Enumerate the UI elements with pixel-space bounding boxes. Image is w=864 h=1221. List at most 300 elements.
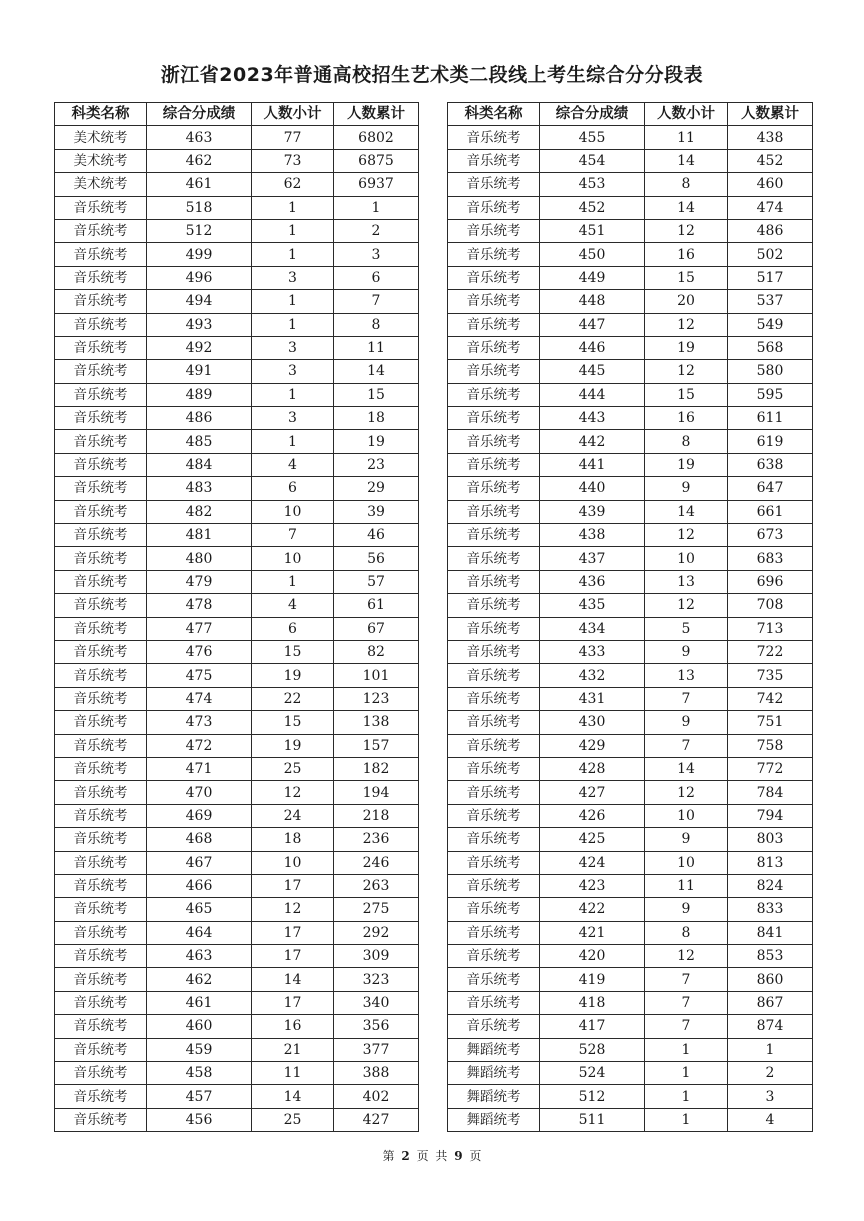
category-cell: 音乐统考	[55, 453, 147, 476]
category-cell: 音乐统考	[448, 547, 540, 570]
count-cell: 12	[645, 594, 728, 617]
table-row	[448, 664, 813, 687]
score-cell: 512	[147, 219, 252, 242]
count-cell: 10	[645, 547, 728, 570]
table-row	[55, 336, 419, 359]
category-cell: 音乐统考	[55, 664, 147, 687]
count-cell: 19	[252, 664, 334, 687]
cumulative-cell: 246	[334, 851, 419, 874]
cumulative-cell: 194	[334, 781, 419, 804]
category-cell: 音乐统考	[55, 851, 147, 874]
table-row	[55, 687, 419, 710]
category-cell: 音乐统考	[448, 734, 540, 757]
table-row	[448, 1015, 813, 1038]
table-row	[448, 570, 813, 593]
cumulative-cell: 101	[334, 664, 419, 687]
cumulative-cell: 486	[728, 219, 813, 242]
score-cell: 457	[147, 1085, 252, 1108]
score-cell: 461	[147, 991, 252, 1014]
category-cell: 音乐统考	[448, 851, 540, 874]
cumulative-cell: 833	[728, 898, 813, 921]
count-cell: 7	[645, 1015, 728, 1038]
count-cell: 14	[645, 149, 728, 172]
cumulative-cell: 517	[728, 266, 813, 289]
table-row	[448, 336, 813, 359]
score-cell: 445	[540, 360, 645, 383]
table-row	[448, 757, 813, 780]
page-footer	[0, 1147, 864, 1164]
score-cell: 484	[147, 453, 252, 476]
cumulative-cell: 39	[334, 500, 419, 523]
cumulative-cell: 722	[728, 640, 813, 663]
table-row	[55, 828, 419, 851]
count-cell: 1	[645, 1062, 728, 1085]
table-row	[448, 1108, 813, 1131]
count-cell: 20	[645, 290, 728, 313]
cumulative-cell: 388	[334, 1062, 419, 1085]
cumulative-cell: 638	[728, 453, 813, 476]
category-cell: 音乐统考	[448, 383, 540, 406]
cumulative-cell: 4	[728, 1108, 813, 1131]
score-cell: 462	[147, 149, 252, 172]
table-row	[448, 149, 813, 172]
cumulative-cell: 735	[728, 664, 813, 687]
score-cell: 437	[540, 547, 645, 570]
table-row	[448, 828, 813, 851]
cumulative-cell: 537	[728, 290, 813, 313]
table-row	[448, 407, 813, 430]
category-cell: 舞蹈统考	[448, 1108, 540, 1131]
cumulative-cell: 784	[728, 781, 813, 804]
category-cell: 音乐统考	[448, 500, 540, 523]
count-cell: 5	[645, 617, 728, 640]
table-header-row	[448, 103, 813, 126]
category-cell: 音乐统考	[448, 219, 540, 242]
page-title: 浙江省2023年普通高校招生艺术类二段线上考生综合分分段表	[160, 64, 704, 86]
table-row	[55, 219, 419, 242]
cumulative-cell: 1	[728, 1038, 813, 1061]
score-cell: 427	[540, 781, 645, 804]
table-row	[55, 804, 419, 827]
cumulative-cell: 46	[334, 524, 419, 547]
score-cell: 471	[147, 757, 252, 780]
cumulative-cell: 402	[334, 1085, 419, 1108]
cumulative-cell: 803	[728, 828, 813, 851]
table-row	[55, 126, 419, 149]
count-cell: 24	[252, 804, 334, 827]
cumulative-cell: 751	[728, 711, 813, 734]
cumulative-cell: 56	[334, 547, 419, 570]
cumulative-cell: 758	[728, 734, 813, 757]
cumulative-cell: 6875	[334, 149, 419, 172]
cumulative-cell: 7	[334, 290, 419, 313]
count-cell: 21	[252, 1038, 334, 1061]
count-cell: 10	[252, 851, 334, 874]
table-row	[448, 1085, 813, 1108]
category-cell: 音乐统考	[448, 968, 540, 991]
category-cell: 音乐统考	[55, 1062, 147, 1085]
table-row	[55, 383, 419, 406]
category-cell: 音乐统考	[55, 219, 147, 242]
score-cell: 496	[147, 266, 252, 289]
header-category: 科类名称	[55, 103, 147, 126]
cumulative-cell: 438	[728, 126, 813, 149]
count-cell: 14	[252, 968, 334, 991]
count-cell: 62	[252, 173, 334, 196]
count-cell: 6	[252, 477, 334, 500]
category-cell: 音乐统考	[55, 430, 147, 453]
cumulative-cell: 696	[728, 570, 813, 593]
footer-suffix: 页	[469, 1149, 482, 1163]
table-row	[55, 1062, 419, 1085]
count-cell: 3	[252, 266, 334, 289]
count-cell: 1	[252, 219, 334, 242]
count-cell: 9	[645, 828, 728, 851]
table-row	[55, 524, 419, 547]
cumulative-cell: 3	[728, 1085, 813, 1108]
score-cell: 442	[540, 430, 645, 453]
category-cell: 音乐统考	[55, 383, 147, 406]
category-cell: 音乐统考	[55, 687, 147, 710]
cumulative-cell: 23	[334, 453, 419, 476]
score-cell: 425	[540, 828, 645, 851]
table-row	[448, 968, 813, 991]
table-row	[448, 594, 813, 617]
table-row	[55, 547, 419, 570]
category-cell: 音乐统考	[55, 640, 147, 663]
header-count: 人数小计	[252, 103, 334, 126]
count-cell: 1	[252, 313, 334, 336]
score-cell: 475	[147, 664, 252, 687]
count-cell: 7	[645, 991, 728, 1014]
category-cell: 音乐统考	[55, 804, 147, 827]
score-cell: 432	[540, 664, 645, 687]
score-cell: 474	[147, 687, 252, 710]
score-cell: 468	[147, 828, 252, 851]
score-cell: 491	[147, 360, 252, 383]
table-row	[55, 266, 419, 289]
category-cell: 音乐统考	[55, 734, 147, 757]
score-cell: 426	[540, 804, 645, 827]
cumulative-cell: 123	[334, 687, 419, 710]
category-cell: 音乐统考	[55, 360, 147, 383]
score-cell: 472	[147, 734, 252, 757]
count-cell: 73	[252, 149, 334, 172]
category-cell: 音乐统考	[55, 874, 147, 897]
count-cell: 3	[252, 360, 334, 383]
score-cell: 482	[147, 500, 252, 523]
count-cell: 12	[645, 219, 728, 242]
score-cell: 476	[147, 640, 252, 663]
cumulative-cell: 824	[728, 874, 813, 897]
score-cell: 463	[147, 126, 252, 149]
score-cell: 439	[540, 500, 645, 523]
count-cell: 13	[645, 570, 728, 593]
table-row	[55, 617, 419, 640]
count-cell: 12	[645, 313, 728, 336]
cumulative-cell: 683	[728, 547, 813, 570]
cumulative-cell: 8	[334, 313, 419, 336]
header-score: 综合分成绩	[540, 103, 645, 126]
category-cell: 音乐统考	[448, 804, 540, 827]
table-row	[448, 430, 813, 453]
score-cell: 418	[540, 991, 645, 1014]
score-cell: 417	[540, 1015, 645, 1038]
table-row	[448, 991, 813, 1014]
count-cell: 22	[252, 687, 334, 710]
table-row	[448, 617, 813, 640]
count-cell: 10	[252, 500, 334, 523]
cumulative-cell: 6937	[334, 173, 419, 196]
table-row	[448, 734, 813, 757]
table-row	[55, 781, 419, 804]
count-cell: 8	[645, 173, 728, 196]
score-cell: 477	[147, 617, 252, 640]
table-row	[448, 547, 813, 570]
table-row	[448, 1038, 813, 1061]
score-cell: 464	[147, 921, 252, 944]
cumulative-cell: 11	[334, 336, 419, 359]
table-row	[448, 360, 813, 383]
table-header-row	[55, 103, 419, 126]
category-cell: 音乐统考	[55, 500, 147, 523]
score-cell: 483	[147, 477, 252, 500]
cumulative-cell: 6802	[334, 126, 419, 149]
table-row	[448, 453, 813, 476]
cumulative-cell: 619	[728, 430, 813, 453]
count-cell: 8	[645, 921, 728, 944]
cumulative-cell: 15	[334, 383, 419, 406]
table-row	[55, 173, 419, 196]
count-cell: 9	[645, 477, 728, 500]
category-cell: 音乐统考	[448, 664, 540, 687]
count-cell: 19	[645, 336, 728, 359]
count-cell: 1	[252, 243, 334, 266]
category-cell: 音乐统考	[448, 407, 540, 430]
table-row	[448, 243, 813, 266]
category-cell: 舞蹈统考	[448, 1085, 540, 1108]
category-cell: 音乐统考	[448, 711, 540, 734]
header-cumulative: 人数累计	[334, 103, 419, 126]
score-cell: 524	[540, 1062, 645, 1085]
table-row	[55, 711, 419, 734]
score-cell: 511	[540, 1108, 645, 1131]
category-cell: 音乐统考	[448, 828, 540, 851]
count-cell: 1	[645, 1038, 728, 1061]
table-row	[448, 219, 813, 242]
category-cell: 音乐统考	[55, 266, 147, 289]
cumulative-cell: 452	[728, 149, 813, 172]
count-cell: 1	[252, 196, 334, 219]
table-row	[55, 851, 419, 874]
table-row	[448, 383, 813, 406]
count-cell: 12	[645, 781, 728, 804]
table-row	[55, 991, 419, 1014]
category-cell: 音乐统考	[448, 266, 540, 289]
category-cell: 音乐统考	[448, 921, 540, 944]
cumulative-cell: 549	[728, 313, 813, 336]
cumulative-cell: 275	[334, 898, 419, 921]
count-cell: 10	[645, 851, 728, 874]
count-cell: 12	[252, 898, 334, 921]
count-cell: 12	[645, 945, 728, 968]
score-cell: 465	[147, 898, 252, 921]
cumulative-cell: 580	[728, 360, 813, 383]
cumulative-cell: 595	[728, 383, 813, 406]
score-cell: 438	[540, 524, 645, 547]
category-cell: 美术统考	[55, 149, 147, 172]
score-cell: 440	[540, 477, 645, 500]
score-cell: 444	[540, 383, 645, 406]
cumulative-cell: 661	[728, 500, 813, 523]
cumulative-cell: 813	[728, 851, 813, 874]
category-cell: 音乐统考	[55, 290, 147, 313]
cumulative-cell: 29	[334, 477, 419, 500]
cumulative-cell: 474	[728, 196, 813, 219]
category-cell: 音乐统考	[448, 173, 540, 196]
category-cell: 音乐统考	[55, 1085, 147, 1108]
score-cell: 455	[540, 126, 645, 149]
count-cell: 10	[252, 547, 334, 570]
category-cell: 美术统考	[55, 173, 147, 196]
score-cell: 447	[540, 313, 645, 336]
table-row	[55, 570, 419, 593]
score-cell: 459	[147, 1038, 252, 1061]
score-cell: 429	[540, 734, 645, 757]
category-cell: 音乐统考	[55, 898, 147, 921]
category-cell: 音乐统考	[55, 477, 147, 500]
category-cell: 音乐统考	[55, 243, 147, 266]
page-total: 9	[454, 1149, 463, 1163]
count-cell: 3	[252, 407, 334, 430]
count-cell: 8	[645, 430, 728, 453]
score-cell: 470	[147, 781, 252, 804]
cumulative-cell: 2	[334, 219, 419, 242]
score-cell: 485	[147, 430, 252, 453]
score-cell: 431	[540, 687, 645, 710]
category-cell: 音乐统考	[448, 360, 540, 383]
page-number: 2	[401, 1149, 410, 1163]
category-cell: 音乐统考	[448, 149, 540, 172]
count-cell: 13	[645, 664, 728, 687]
cumulative-cell: 568	[728, 336, 813, 359]
count-cell: 1	[645, 1108, 728, 1131]
score-cell: 424	[540, 851, 645, 874]
cumulative-cell: 867	[728, 991, 813, 1014]
count-cell: 11	[252, 1062, 334, 1085]
table-row	[448, 898, 813, 921]
score-cell: 441	[540, 453, 645, 476]
category-cell: 音乐统考	[448, 617, 540, 640]
count-cell: 12	[645, 360, 728, 383]
cumulative-cell: 1	[334, 196, 419, 219]
cumulative-cell: 742	[728, 687, 813, 710]
score-cell: 448	[540, 290, 645, 313]
score-cell: 481	[147, 524, 252, 547]
table-row	[55, 500, 419, 523]
score-cell: 469	[147, 804, 252, 827]
category-cell: 音乐统考	[448, 687, 540, 710]
table-row	[448, 851, 813, 874]
count-cell: 1	[645, 1085, 728, 1108]
score-cell: 450	[540, 243, 645, 266]
cumulative-cell: 611	[728, 407, 813, 430]
score-cell: 460	[147, 1015, 252, 1038]
score-cell: 494	[147, 290, 252, 313]
category-cell: 音乐统考	[55, 1015, 147, 1038]
cumulative-cell: 218	[334, 804, 419, 827]
count-cell: 77	[252, 126, 334, 149]
count-cell: 25	[252, 757, 334, 780]
table-row	[448, 500, 813, 523]
count-cell: 14	[645, 757, 728, 780]
category-cell: 音乐统考	[55, 1038, 147, 1061]
table-row	[55, 407, 419, 430]
score-cell: 430	[540, 711, 645, 734]
category-cell: 音乐统考	[448, 126, 540, 149]
header-category: 科类名称	[448, 103, 540, 126]
cumulative-cell: 713	[728, 617, 813, 640]
category-cell: 音乐统考	[448, 991, 540, 1014]
count-cell: 9	[645, 898, 728, 921]
count-cell: 1	[252, 570, 334, 593]
count-cell: 25	[252, 1108, 334, 1131]
table-row	[55, 149, 419, 172]
score-cell: 499	[147, 243, 252, 266]
table-row	[448, 196, 813, 219]
score-cell: 467	[147, 851, 252, 874]
cumulative-cell: 356	[334, 1015, 419, 1038]
count-cell: 17	[252, 921, 334, 944]
cumulative-cell: 860	[728, 968, 813, 991]
cumulative-cell: 772	[728, 757, 813, 780]
table-row	[55, 874, 419, 897]
category-cell: 音乐统考	[448, 874, 540, 897]
cumulative-cell: 2	[728, 1062, 813, 1085]
count-cell: 1	[252, 430, 334, 453]
score-cell: 489	[147, 383, 252, 406]
table-row	[55, 921, 419, 944]
count-cell: 4	[252, 453, 334, 476]
cumulative-cell: 794	[728, 804, 813, 827]
count-cell: 7	[645, 687, 728, 710]
score-cell: 461	[147, 173, 252, 196]
category-cell: 音乐统考	[55, 781, 147, 804]
count-cell: 7	[252, 524, 334, 547]
category-cell: 音乐统考	[55, 594, 147, 617]
score-cell: 486	[147, 407, 252, 430]
category-cell: 音乐统考	[55, 921, 147, 944]
category-cell: 音乐统考	[448, 430, 540, 453]
table-row	[55, 430, 419, 453]
score-cell: 421	[540, 921, 645, 944]
category-cell: 音乐统考	[448, 594, 540, 617]
score-cell: 454	[540, 149, 645, 172]
table-row	[55, 313, 419, 336]
table-row	[448, 804, 813, 827]
score-cell: 458	[147, 1062, 252, 1085]
category-cell: 音乐统考	[448, 1015, 540, 1038]
score-table-left	[54, 102, 419, 1132]
cumulative-cell: 61	[334, 594, 419, 617]
cumulative-cell: 182	[334, 757, 419, 780]
cumulative-cell: 340	[334, 991, 419, 1014]
table-row	[55, 1015, 419, 1038]
category-cell: 音乐统考	[55, 547, 147, 570]
category-cell: 音乐统考	[55, 711, 147, 734]
cumulative-cell: 82	[334, 640, 419, 663]
cumulative-cell: 460	[728, 173, 813, 196]
